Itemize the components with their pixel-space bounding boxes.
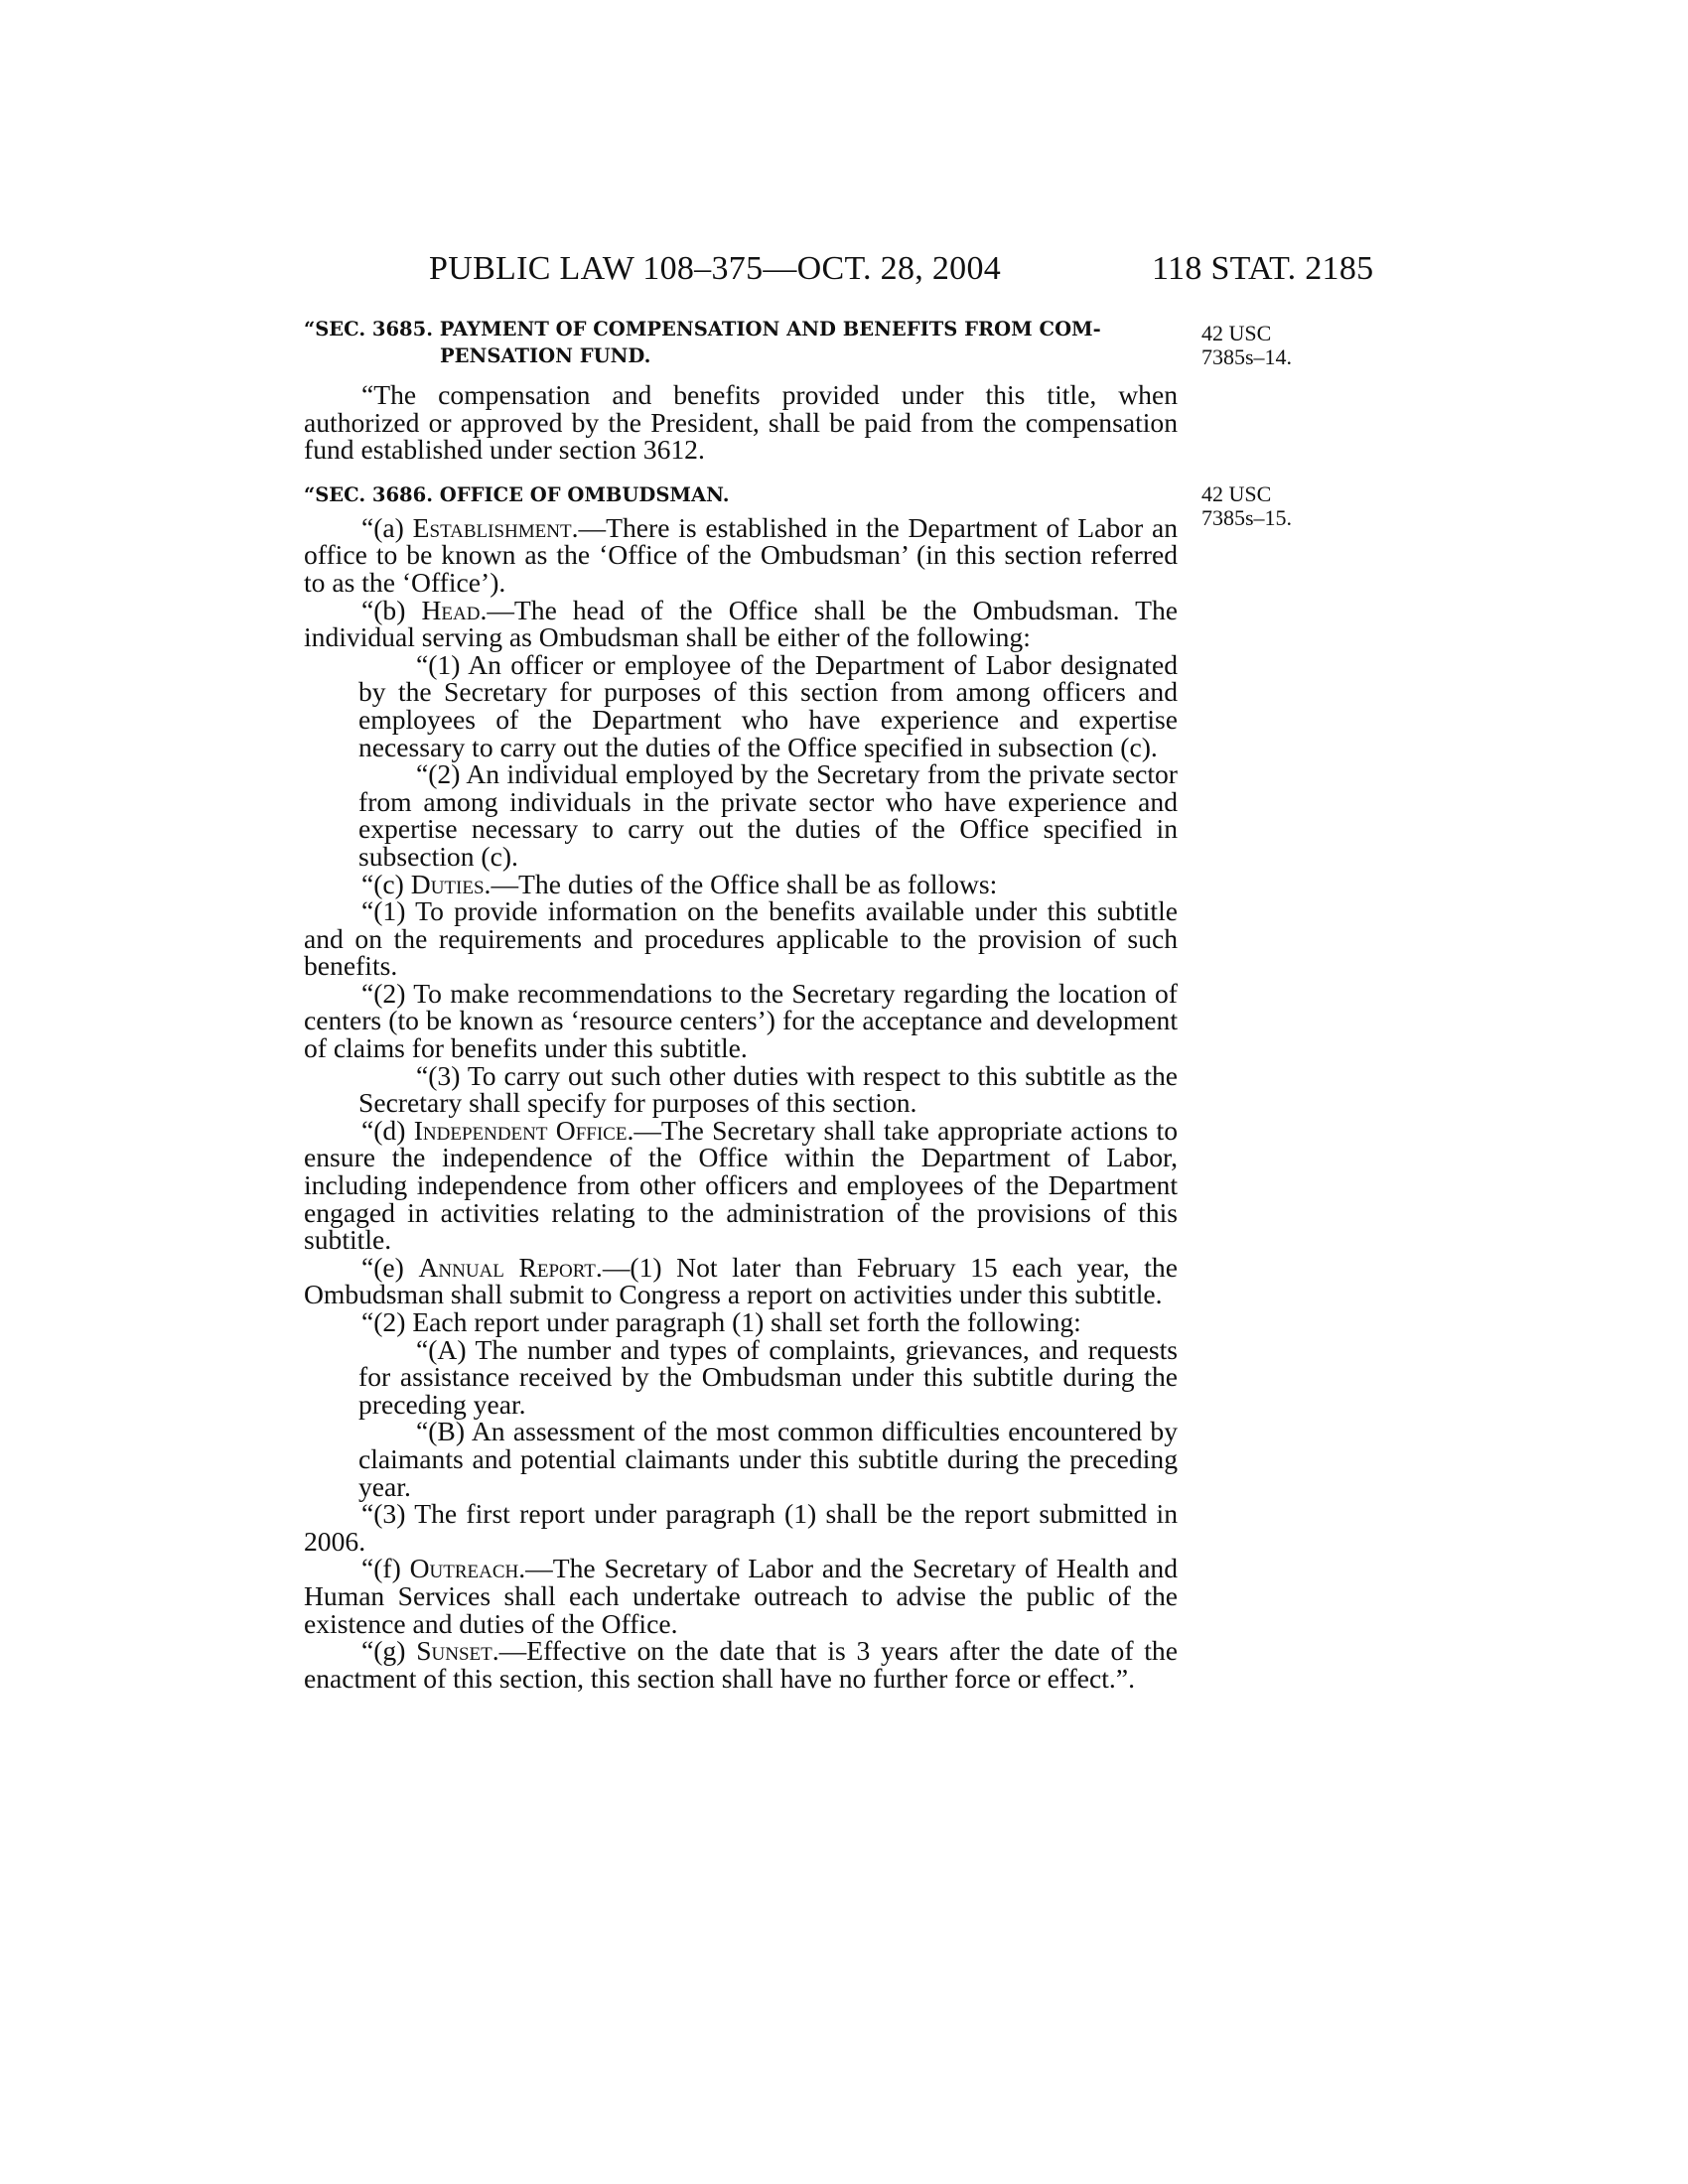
subsection-d: “(d) Independent Office.—The Secretary shall take appropriate actions to ensure the independence of the Office within the Department of Labor, including independence from other officers and employees of the Department engaged in activities relating to the administration of the provisions of this subtitle. — [304, 1114, 1178, 1256]
subsection-caption: Independent Office — [413, 1114, 628, 1146]
section-heading: “SEC. 3686. OFFICE OF OMBUDSMAN. — [304, 482, 730, 506]
section-heading: “SEC. 3685. PAYMENT OF COMPENSATION AND BENEFITS FROM COM- PENSATION FUND. — [304, 318, 1101, 367]
subsection-caption: Head — [421, 594, 481, 625]
subsection-caption: Establishment — [412, 511, 572, 543]
paragraph-item: “(2) Each report under paragraph (1) shall set forth the following: — [361, 1306, 1081, 1337]
paragraph-item: “(2) An individual employed by the Secretary from the private sector from among individuals in the private sector who have experience and expertise necessary to carry out the duties of the Office specified in subsection (c). — [358, 758, 1178, 872]
paragraph-item: “(1) An officer or employee of the Department of Labor designated by the Secretary for purposes of this section from among officers and employees of the Department who have experience and expertise necessary to carry out the duties of the Office specified in subsection (c). — [358, 648, 1178, 762]
subsection-b: “(b) Head.—The head of the Office shall be the Ombudsman. The individual serving as Ombudsman shall be either of the following: — [304, 594, 1178, 653]
subsection-caption: Duties — [410, 868, 485, 899]
paragraph: “The compensation and benefits provided under this title, when authorized or approved by the President, shall be paid from the compensation fund established under section 3612. — [304, 379, 1178, 466]
subsection-caption: Sunset — [416, 1635, 492, 1667]
paragraph-item: “(2) To make recommendations to the Secretary regarding the location of centers (to be known as ‘resource centers’) for the acceptance and development of claims for benefits under this subtitle. — [304, 977, 1178, 1064]
subsection-a: “(a) Establishment.—There is established in the Department of Labor an office to be known as the ‘Office of the Ombudsman’ (in this section referred to as the ‘Office’). — [304, 511, 1178, 598]
subsection-c: “(c) Duties.—The duties of the Office shall be as follows: — [361, 868, 998, 899]
running-header-title: PUBLIC LAW 108–375—OCT. 28, 2004 — [429, 250, 1002, 287]
main-text — [304, 316, 1178, 1692]
paragraph-item: “(3) The first report under paragraph (1) shall be the report submitted in 2006. — [304, 1498, 1178, 1557]
paragraph-item: “(1) To provide information on the benefits available under this subtitle and on the requirements and procedures applicable to the provision of such benefits. — [304, 895, 1178, 982]
paragraph-item: “(A) The number and types of complaints, grievances, and requests for assistance received by the Ombudsman under this subtitle during the preceding year. — [358, 1333, 1178, 1420]
subsection-e: “(e) Annual Report.—(1) Not later than February 15 each year, the Ombudsman shall submit to Congress a report on activities under this subtitle. — [304, 1251, 1178, 1310]
subsection-g: “(g) Sunset.—Effective on the date that is 3 years after the date of the enactment of this section, this section shall have no further force or effect.”. — [304, 1635, 1178, 1694]
margin-citation: 42 USC 7385s–15. — [1201, 481, 1293, 530]
subsection-f: “(f) Outreach.—The Secretary of Labor and the Secretary of Health and Human Services shall each undertake outreach to advise the public of the existence and duties of the Office. — [304, 1553, 1179, 1639]
paragraph-item: “(3) To carry out such other duties with respect to this subtitle as the Secretary shall specify for purposes of this section. — [358, 1059, 1178, 1119]
paragraph-item: “(B) An assessment of the most common difficulties encountered by claimants and potential claimants under this subtitle during the preceding year. — [358, 1416, 1178, 1502]
margin-citation: 42 USC 7385s–14. — [1201, 321, 1293, 369]
subsection-caption: Annual Report — [418, 1251, 596, 1283]
running-header-stat: 118 STAT. 2185 — [1152, 250, 1374, 287]
subsection-caption: Outreach — [409, 1553, 519, 1584]
